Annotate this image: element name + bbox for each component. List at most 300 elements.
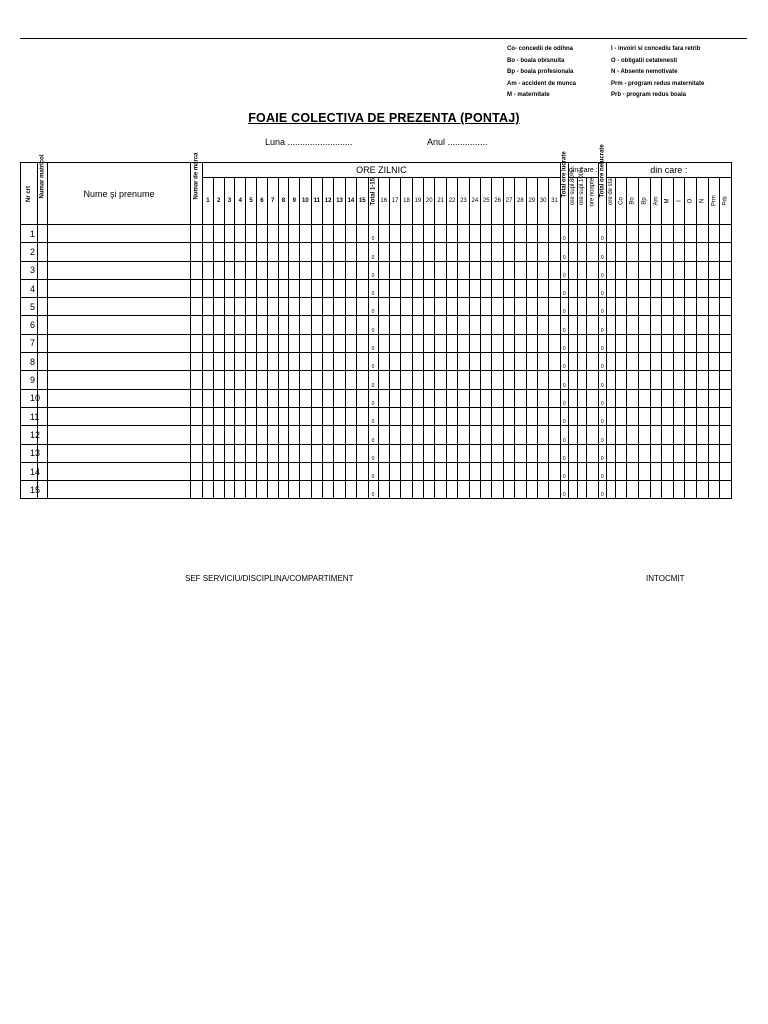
day-cell xyxy=(515,334,526,352)
code-cell xyxy=(662,298,674,316)
din-care-cell xyxy=(568,371,577,389)
code-cell xyxy=(708,279,720,297)
day-cell xyxy=(203,481,214,499)
day-header xyxy=(424,178,435,225)
code-cell xyxy=(650,225,662,243)
row-number xyxy=(21,462,41,480)
total-lucrate-cell xyxy=(560,243,568,261)
day-cell xyxy=(458,371,469,389)
day-cell xyxy=(289,389,300,407)
table-row xyxy=(21,407,732,425)
day-cell xyxy=(435,389,446,407)
day-cell xyxy=(322,481,333,499)
day-cell xyxy=(435,334,446,352)
day-header xyxy=(412,178,423,225)
day-cell xyxy=(224,334,235,352)
total-nelucrate-cell xyxy=(598,261,606,279)
code-cell xyxy=(639,481,651,499)
day-cell xyxy=(235,261,246,279)
marca-cell xyxy=(191,261,203,279)
day-header-label: 24 xyxy=(471,198,479,204)
total-lucrate-cell xyxy=(560,444,568,462)
day-cell xyxy=(224,298,235,316)
day-cell xyxy=(300,279,311,297)
day-cell xyxy=(357,444,368,462)
day-cell xyxy=(446,225,457,243)
code-cell xyxy=(615,353,627,371)
day-cell xyxy=(389,407,400,425)
day-cell xyxy=(311,353,322,371)
row-number-label: 2 xyxy=(30,246,36,257)
code-cell xyxy=(615,462,627,480)
day-cell xyxy=(526,279,537,297)
code-cell xyxy=(615,261,627,279)
total-1-15-cell-label: 0 xyxy=(371,382,375,389)
code-cell xyxy=(696,407,708,425)
nrmatricol-cell xyxy=(38,462,48,480)
day-header xyxy=(322,178,333,225)
total-nelucrate-cell xyxy=(598,426,606,444)
day-cell xyxy=(458,316,469,334)
day-cell xyxy=(213,225,224,243)
day-cell xyxy=(213,444,224,462)
code-cell xyxy=(662,316,674,334)
table-row xyxy=(21,371,732,389)
day-cell xyxy=(203,371,214,389)
day-cell xyxy=(458,462,469,480)
day-cell xyxy=(289,371,300,389)
total-1-15-cell xyxy=(368,426,378,444)
day-cell xyxy=(378,407,389,425)
day-cell xyxy=(357,261,368,279)
day-cell xyxy=(334,279,345,297)
row-number xyxy=(21,389,41,407)
day-cell xyxy=(537,426,548,444)
day-cell xyxy=(515,371,526,389)
day-header-label: 11 xyxy=(313,198,320,204)
row-number-label: 10 xyxy=(30,393,41,404)
day-cell xyxy=(345,444,356,462)
day-cell xyxy=(481,462,492,480)
hdr-nrmatricol xyxy=(38,153,48,225)
day-cell xyxy=(235,334,246,352)
hdr-nume-label: Nume şi prenume xyxy=(83,188,155,199)
day-cell xyxy=(378,243,389,261)
day-header xyxy=(401,178,412,225)
day-cell xyxy=(469,243,480,261)
day-cell xyxy=(345,298,356,316)
hdr-code xyxy=(720,178,732,225)
day-cell xyxy=(424,316,435,334)
day-cell xyxy=(256,407,267,425)
day-cell xyxy=(549,225,560,243)
hdr-total-lucrate xyxy=(560,150,568,225)
din-care-cell xyxy=(586,353,598,371)
table-row xyxy=(21,481,732,499)
code-cell xyxy=(650,371,662,389)
total-nelucrate-cell-label: 0 xyxy=(600,272,604,279)
day-header xyxy=(481,178,492,225)
day-cell xyxy=(435,426,446,444)
day-cell xyxy=(435,444,446,462)
day-cell xyxy=(481,481,492,499)
total-1-15-cell xyxy=(368,462,378,480)
legend-item: N - Absente nemotivate xyxy=(611,69,678,75)
day-cell xyxy=(203,225,214,243)
day-header-label: 19 xyxy=(414,198,422,204)
total-nelucrate-cell xyxy=(598,389,606,407)
table-row xyxy=(21,426,732,444)
day-cell xyxy=(246,481,257,499)
total-1-15-cell xyxy=(368,316,378,334)
day-cell xyxy=(435,225,446,243)
day-cell xyxy=(412,334,423,352)
day-cell xyxy=(503,371,514,389)
total-nelucrate-cell xyxy=(598,353,606,371)
day-cell xyxy=(435,407,446,425)
day-cell xyxy=(203,389,214,407)
code-cell xyxy=(662,261,674,279)
day-header-label: 4 xyxy=(238,198,242,204)
code-cell xyxy=(606,481,615,499)
total-nelucrate-cell xyxy=(598,298,606,316)
day-cell xyxy=(515,389,526,407)
day-cell xyxy=(334,407,345,425)
day-header xyxy=(435,178,446,225)
day-cell xyxy=(224,389,235,407)
day-cell xyxy=(446,353,457,371)
day-cell xyxy=(345,279,356,297)
code-cell xyxy=(639,426,651,444)
day-cell xyxy=(246,261,257,279)
day-cell xyxy=(424,407,435,425)
day-cell xyxy=(401,334,412,352)
day-cell xyxy=(469,389,480,407)
code-cell xyxy=(606,279,615,297)
day-cell xyxy=(378,389,389,407)
day-cell xyxy=(549,261,560,279)
day-cell xyxy=(549,298,560,316)
code-cell xyxy=(650,444,662,462)
total-1-15-cell xyxy=(368,243,378,261)
day-cell xyxy=(537,225,548,243)
hdr-nrcrt xyxy=(21,163,38,225)
day-header xyxy=(515,178,526,225)
day-cell xyxy=(446,407,457,425)
nrmatricol-cell xyxy=(38,389,48,407)
day-cell xyxy=(322,316,333,334)
day-cell xyxy=(357,426,368,444)
day-cell xyxy=(334,225,345,243)
day-cell xyxy=(412,225,423,243)
day-cell xyxy=(224,407,235,425)
day-header-label: 17 xyxy=(391,198,399,204)
table-row xyxy=(21,444,732,462)
hdr-ore-de-stat xyxy=(606,178,615,225)
hdr-code xyxy=(639,178,651,225)
nume-cell xyxy=(48,243,191,261)
total-nelucrate-cell-label: 0 xyxy=(600,437,604,444)
day-cell xyxy=(278,279,289,297)
day-cell xyxy=(446,481,457,499)
din-care-cell xyxy=(568,462,577,480)
code-cell xyxy=(615,298,627,316)
day-cell xyxy=(412,481,423,499)
day-cell xyxy=(246,298,257,316)
din-care-cell xyxy=(586,462,598,480)
din-care-cell xyxy=(577,243,586,261)
day-cell xyxy=(549,279,560,297)
total-lucrate-cell-label: 0 xyxy=(562,364,566,371)
hdr-total-1-15-label: Total 1-15 xyxy=(370,177,377,206)
day-cell xyxy=(311,426,322,444)
day-cell xyxy=(469,462,480,480)
day-cell xyxy=(213,481,224,499)
code-cell xyxy=(673,444,685,462)
day-cell xyxy=(246,426,257,444)
day-cell xyxy=(424,353,435,371)
day-cell xyxy=(537,444,548,462)
code-cell xyxy=(685,481,697,499)
day-header-label: 31 xyxy=(551,198,558,204)
day-cell xyxy=(503,279,514,297)
code-cell xyxy=(720,353,732,371)
day-cell xyxy=(503,407,514,425)
table-row xyxy=(21,279,732,297)
code-cell xyxy=(606,407,615,425)
day-cell xyxy=(267,316,278,334)
total-nelucrate-cell xyxy=(598,444,606,462)
code-cell xyxy=(606,316,615,334)
day-cell xyxy=(289,243,300,261)
day-cell xyxy=(378,298,389,316)
day-cell xyxy=(289,407,300,425)
table-row xyxy=(21,243,732,261)
day-cell xyxy=(322,261,333,279)
day-cell xyxy=(246,407,257,425)
hdr-nume xyxy=(48,163,191,225)
day-cell xyxy=(278,444,289,462)
code-cell xyxy=(662,371,674,389)
din-care-cell xyxy=(586,243,598,261)
din-care-cell xyxy=(586,481,598,499)
day-cell xyxy=(481,225,492,243)
day-cell xyxy=(267,353,278,371)
day-cell xyxy=(526,389,537,407)
day-cell xyxy=(378,261,389,279)
day-cell xyxy=(267,261,278,279)
day-cell xyxy=(469,481,480,499)
day-cell xyxy=(469,334,480,352)
day-cell xyxy=(401,389,412,407)
din-care-cell xyxy=(577,261,586,279)
code-cell xyxy=(650,389,662,407)
day-cell xyxy=(203,334,214,352)
day-cell xyxy=(224,371,235,389)
day-cell xyxy=(246,334,257,352)
code-cell xyxy=(720,481,732,499)
code-cell xyxy=(720,298,732,316)
day-header-label: 7 xyxy=(271,198,275,204)
hdr-total-nelucrate xyxy=(598,143,606,225)
nume-cell xyxy=(48,444,191,462)
hdr-code xyxy=(650,178,662,225)
code-cell xyxy=(650,298,662,316)
day-cell xyxy=(515,261,526,279)
row-number-label: 3 xyxy=(30,265,36,276)
code-cell xyxy=(708,334,720,352)
code-cell xyxy=(627,426,639,444)
day-cell xyxy=(401,243,412,261)
day-cell xyxy=(256,389,267,407)
day-cell xyxy=(549,389,560,407)
day-cell xyxy=(300,298,311,316)
table-row xyxy=(21,225,732,243)
din-care-cell xyxy=(568,279,577,297)
day-cell xyxy=(549,371,560,389)
total-1-15-cell xyxy=(368,261,378,279)
day-cell xyxy=(246,243,257,261)
hdr-code-label: Bo xyxy=(629,197,636,205)
day-header-label: 8 xyxy=(281,198,286,204)
day-cell xyxy=(412,407,423,425)
day-header-label: 13 xyxy=(336,198,343,204)
day-cell xyxy=(435,462,446,480)
table-row xyxy=(21,334,732,352)
marca-cell xyxy=(191,444,203,462)
day-cell xyxy=(300,261,311,279)
code-cell xyxy=(685,407,697,425)
code-cell xyxy=(650,353,662,371)
day-cell xyxy=(401,316,412,334)
marca-cell xyxy=(191,353,203,371)
day-cell xyxy=(246,371,257,389)
code-cell xyxy=(685,243,697,261)
day-header xyxy=(357,178,368,225)
din-care-cell xyxy=(586,444,598,462)
nrmatricol-cell xyxy=(38,298,48,316)
code-cell xyxy=(615,371,627,389)
row-number-label: 8 xyxy=(30,356,36,367)
day-cell xyxy=(311,371,322,389)
total-1-15-cell-label: 0 xyxy=(371,492,375,499)
day-cell xyxy=(469,426,480,444)
total-nelucrate-cell xyxy=(598,371,606,389)
total-lucrate-cell xyxy=(560,481,568,499)
hdr-total-1-15 xyxy=(368,178,378,225)
day-header-label: 27 xyxy=(505,198,513,204)
day-cell xyxy=(224,225,235,243)
code-cell xyxy=(639,444,651,462)
day-cell xyxy=(378,334,389,352)
day-cell xyxy=(203,298,214,316)
day-cell xyxy=(235,444,246,462)
day-cell xyxy=(389,316,400,334)
code-cell xyxy=(615,407,627,425)
din-care-cell xyxy=(577,444,586,462)
day-cell xyxy=(537,261,548,279)
total-lucrate-cell-label: 0 xyxy=(562,437,566,444)
code-cell xyxy=(708,316,720,334)
din-care-cell xyxy=(577,316,586,334)
code-cell xyxy=(627,225,639,243)
din-care-cell xyxy=(568,389,577,407)
day-cell xyxy=(213,407,224,425)
code-cell xyxy=(708,481,720,499)
day-cell xyxy=(424,243,435,261)
day-cell xyxy=(357,462,368,480)
code-cell xyxy=(615,426,627,444)
code-cell xyxy=(708,298,720,316)
day-cell xyxy=(458,444,469,462)
total-1-15-cell-label: 0 xyxy=(371,236,375,243)
code-cell xyxy=(615,444,627,462)
day-cell xyxy=(278,462,289,480)
day-cell xyxy=(300,334,311,352)
day-cell xyxy=(246,462,257,480)
day-cell xyxy=(334,462,345,480)
code-cell xyxy=(639,462,651,480)
din-care-cell xyxy=(568,261,577,279)
day-cell xyxy=(389,371,400,389)
code-cell xyxy=(685,389,697,407)
day-cell xyxy=(203,462,214,480)
day-cell xyxy=(235,298,246,316)
din-care-cell xyxy=(577,353,586,371)
din-care-cell xyxy=(568,353,577,371)
day-cell xyxy=(289,279,300,297)
code-cell xyxy=(606,371,615,389)
code-cell xyxy=(685,334,697,352)
day-cell xyxy=(424,389,435,407)
code-cell xyxy=(639,407,651,425)
nume-cell xyxy=(48,261,191,279)
day-cell xyxy=(224,279,235,297)
day-header-label: 16 xyxy=(380,198,388,204)
code-cell xyxy=(627,371,639,389)
nume-cell xyxy=(48,389,191,407)
code-cell xyxy=(606,243,615,261)
day-cell xyxy=(278,261,289,279)
day-cell xyxy=(334,298,345,316)
code-cell xyxy=(708,243,720,261)
day-cell xyxy=(481,389,492,407)
day-cell xyxy=(203,407,214,425)
day-cell xyxy=(357,481,368,499)
day-cell xyxy=(446,444,457,462)
day-cell xyxy=(235,407,246,425)
table-row xyxy=(21,462,732,480)
day-cell xyxy=(389,298,400,316)
hdr-din-care-2-label: din care : xyxy=(650,165,688,175)
day-header-label: 15 xyxy=(358,198,366,204)
day-cell xyxy=(401,371,412,389)
total-nelucrate-cell-label: 0 xyxy=(600,455,604,462)
code-cell xyxy=(720,334,732,352)
day-cell xyxy=(267,225,278,243)
day-cell xyxy=(401,426,412,444)
hdr-code-label: Bp xyxy=(641,197,648,205)
din-care-cell xyxy=(586,279,598,297)
day-header xyxy=(203,178,214,225)
code-cell xyxy=(662,426,674,444)
row-number xyxy=(21,481,41,499)
day-cell xyxy=(334,426,345,444)
total-lucrate-cell xyxy=(560,334,568,352)
day-cell xyxy=(492,389,503,407)
day-cell xyxy=(203,279,214,297)
total-lucrate-cell xyxy=(560,389,568,407)
